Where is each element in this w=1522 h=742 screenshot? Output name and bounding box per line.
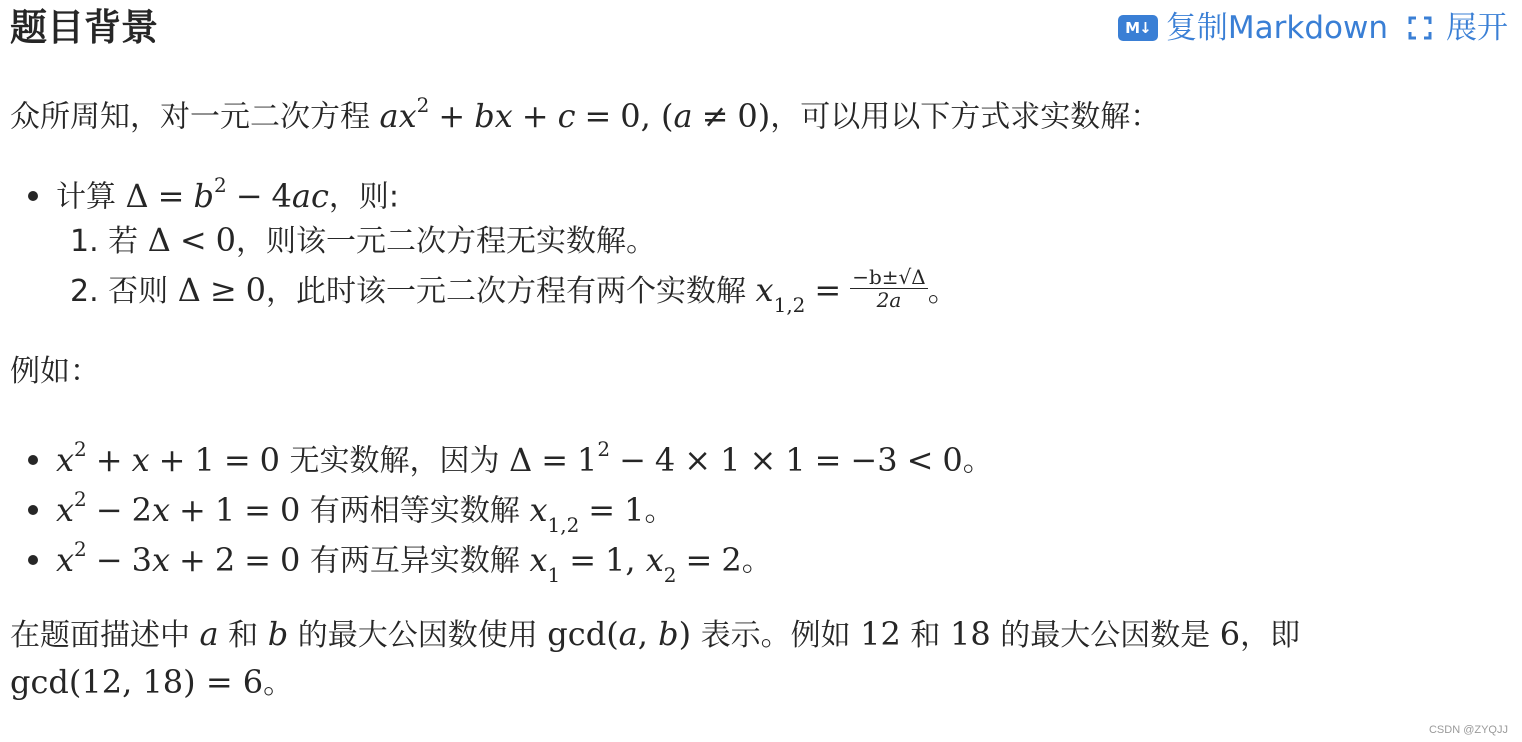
header-actions (1118, 8, 1508, 48)
gcd-text: 表示。例如 (700, 618, 851, 653)
var-a: a (199, 615, 219, 653)
example-detail: $x_1 = 1$, $x_2 = 2$ (529, 540, 742, 588)
example-equation: $x^2 - 2x + 1 = 0$ (56, 487, 301, 529)
list-number: 2. (70, 274, 99, 309)
example-text: 有两互异实数解 (309, 543, 520, 579)
gcd-text: 在题面描述中 (10, 618, 190, 653)
intro-text: 众所周知，对一元二次方程 (10, 99, 370, 135)
example-equation: $x^2 + x + 1 = 0$ (56, 437, 280, 479)
list-number: 1. (70, 224, 99, 259)
gcd-example: gcd(12, 18) = 6 (10, 663, 264, 701)
gcd-text: 的最大公因数使用 (297, 618, 538, 653)
list-item (28, 530, 772, 593)
quadratic-fraction (850, 266, 928, 311)
list-item (28, 430, 993, 484)
example-end: 。 (962, 443, 993, 479)
gcd-text: 的最大公因数是 (1000, 618, 1211, 653)
expand-button[interactable] (1408, 8, 1508, 48)
number-18: 18 (949, 615, 991, 653)
gcd-text: 和 (228, 618, 259, 653)
bullet-dot (28, 505, 38, 515)
step-text: ，此时该一元二次方程有两个实数解 (266, 274, 746, 309)
list-item (70, 218, 656, 264)
delta-formula: $\Delta = b^2 - 4ac$ (125, 173, 329, 215)
gcd-paragraph-line2 (10, 660, 293, 706)
list-item (70, 265, 958, 323)
bullet-dot (28, 555, 38, 565)
solution-formula: $x_{1,2}$ = (755, 271, 842, 318)
fraction-numerator: −b±√Δ (852, 265, 926, 289)
step-text: ，则该一元二次方程无实数解。 (236, 224, 656, 259)
expand-label: 展开 (1446, 10, 1508, 46)
step-end: 。 (927, 274, 958, 309)
copy-markdown-button[interactable] (1118, 8, 1388, 48)
example-detail: $x_{1,2} = 1$ (529, 490, 645, 538)
example-text: 有两相等实数解 (309, 493, 520, 529)
fraction-denominator: 2a (876, 288, 902, 312)
gcd-paragraph-line1 (10, 612, 1300, 658)
bullet-dot (28, 455, 38, 465)
compute-prefix: 计算 (56, 179, 116, 215)
example-end: 。 (741, 543, 772, 579)
step-prefix: 否则 (108, 274, 169, 309)
number-6: 6 (1219, 615, 1241, 653)
markdown-icon: M↓ (1118, 15, 1158, 41)
copy-markdown-label: 复制Markdown (1165, 10, 1388, 46)
header (0, 0, 1522, 60)
page-title: 题目背景 (10, 6, 158, 49)
gcd-text: ，即 (1240, 618, 1301, 653)
intro-suffix: ，可以用以下方式求实数解： (770, 99, 1161, 135)
step-prefix: 若 (108, 224, 139, 259)
bullet-dot (28, 191, 38, 201)
expand-icon (1408, 16, 1432, 40)
number-12: 12 (860, 615, 901, 653)
example-text: 无实数解，因为 (289, 443, 500, 479)
example-equation: $x^2 - 3x + 2 = 0$ (56, 537, 301, 579)
var-b: b (267, 615, 289, 653)
list-item (28, 166, 399, 220)
watermark: CSDN @ZYQJJ (1428, 724, 1508, 736)
examples-label: 例如： (10, 354, 100, 389)
example-detail: $\Delta = 1^2 - 4 \times 1 \times 1 = -3 < 0$ (509, 437, 963, 479)
example-end: 。 (644, 493, 675, 529)
intro-equation: $ax^2$ + bx + c = 0, (a ≠ 0) (379, 93, 771, 135)
compute-suffix: ，则: (328, 179, 399, 215)
gcd-text: 和 (910, 618, 941, 653)
gcd-notation: gcd(a, b) (547, 615, 692, 653)
intro-paragraph (10, 86, 1160, 140)
step-condition: Δ ≥ 0 (177, 271, 266, 309)
step-condition: Δ < 0 (147, 221, 236, 259)
gcd-end: 。 (263, 666, 294, 701)
